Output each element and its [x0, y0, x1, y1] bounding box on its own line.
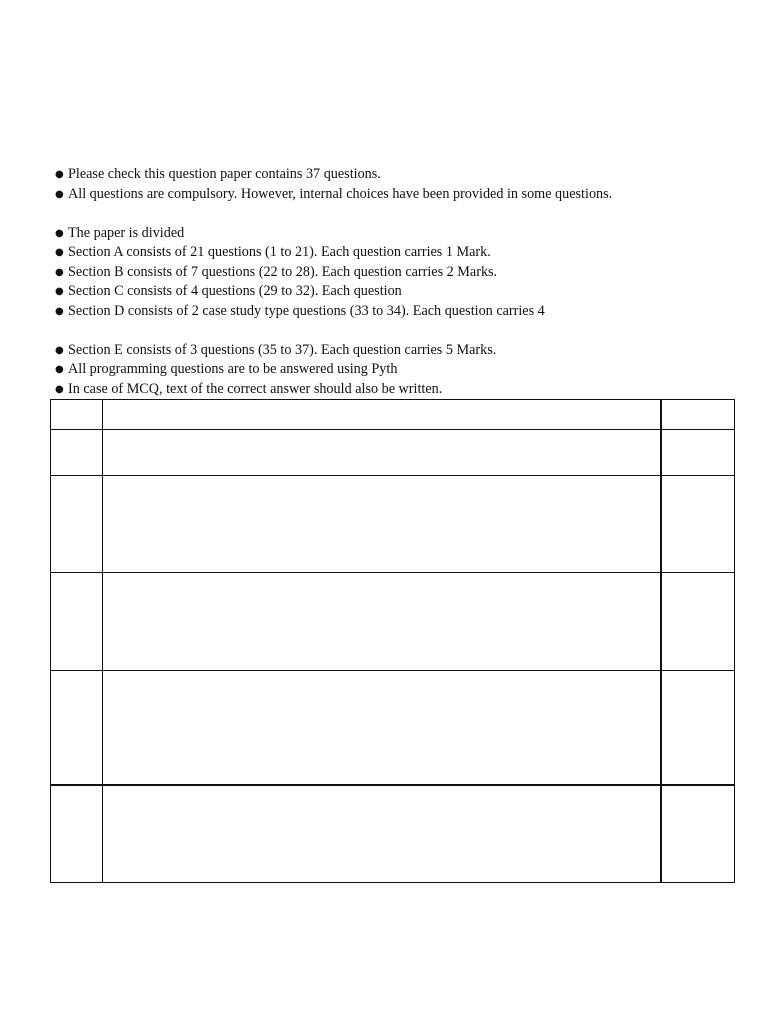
- instruction-text: In case of MCQ, text of the correct answer should also be written.: [68, 380, 443, 397]
- instruction-item: [55, 263, 745, 283]
- instruction-item: [55, 341, 745, 361]
- instruction-item: [55, 282, 745, 302]
- question-number-cell: [51, 476, 103, 573]
- bullet-icon: ●: [55, 247, 64, 258]
- marks-cell: [661, 430, 734, 476]
- table-row: [51, 671, 735, 786]
- instruction-group: [55, 341, 745, 400]
- instruction-group: [55, 165, 745, 204]
- table-row: [51, 430, 735, 476]
- instruction-group: [55, 224, 745, 322]
- table-row: [51, 476, 735, 573]
- bullet-icon: ●: [55, 169, 64, 180]
- question-number-cell: [51, 785, 103, 883]
- question-text-cell: [103, 476, 662, 573]
- instruction-item: [55, 360, 745, 380]
- instruction-text: Section A consists of 21 questions (1 to 21). Each question carries 1 Mark.: [68, 244, 491, 260]
- instruction-text: All programming questions are to be answered using Pyth: [68, 361, 398, 377]
- bullet-icon: ●: [55, 286, 64, 297]
- general-instructions: [55, 165, 745, 399]
- instruction-item: [55, 302, 745, 322]
- instruction-text: The paper is divided: [68, 224, 185, 241]
- bullet-icon: ●: [55, 227, 64, 239]
- question-text-cell: [103, 430, 662, 476]
- bullet-icon: ●: [55, 364, 64, 375]
- table-row: [51, 785, 735, 883]
- question-text-cell: [103, 400, 662, 430]
- question-number-cell: [51, 671, 103, 786]
- bullet-icon: ●: [55, 266, 64, 278]
- question-number-cell: [51, 400, 103, 430]
- bullet-icon: ●: [55, 188, 64, 200]
- bullet-icon: ●: [55, 383, 64, 395]
- question-text-cell: [103, 671, 662, 786]
- bullet-icon: ●: [55, 305, 64, 317]
- instruction-item: [55, 243, 745, 263]
- instruction-text: Section E consists of 3 questions (35 to 37). Each question carries 5 Marks.: [68, 341, 497, 358]
- instruction-item: [55, 224, 745, 244]
- table-header-row: [51, 400, 735, 430]
- instruction-text: Section B consists of 7 questions (22 to 28). Each question carries 2 Marks.: [68, 263, 498, 280]
- marks-cell: [661, 785, 734, 883]
- marks-cell: [661, 476, 734, 573]
- marks-cell: [661, 573, 734, 671]
- question-text-cell: [103, 573, 662, 671]
- question-text-cell: [103, 785, 662, 883]
- marks-cell: [661, 400, 734, 430]
- instruction-text: Please check this question paper contains 37 questions.: [68, 166, 381, 182]
- table-row: [51, 573, 735, 671]
- bullet-icon: ●: [55, 344, 64, 356]
- instruction-text: Section D consists of 2 case study type questions (33 to 34). Each question carries 4: [68, 302, 545, 319]
- question-table: [50, 399, 735, 883]
- question-number-cell: [51, 430, 103, 476]
- instruction-item: [55, 165, 745, 185]
- question-number-cell: [51, 573, 103, 671]
- instruction-text: Section C consists of 4 questions (29 to 32). Each question: [68, 283, 402, 299]
- instruction-text: All questions are compulsory. However, internal choices have been provided in some questions.: [68, 185, 613, 202]
- instruction-item: [55, 185, 745, 205]
- instruction-item: [55, 380, 745, 400]
- marks-cell: [661, 671, 734, 786]
